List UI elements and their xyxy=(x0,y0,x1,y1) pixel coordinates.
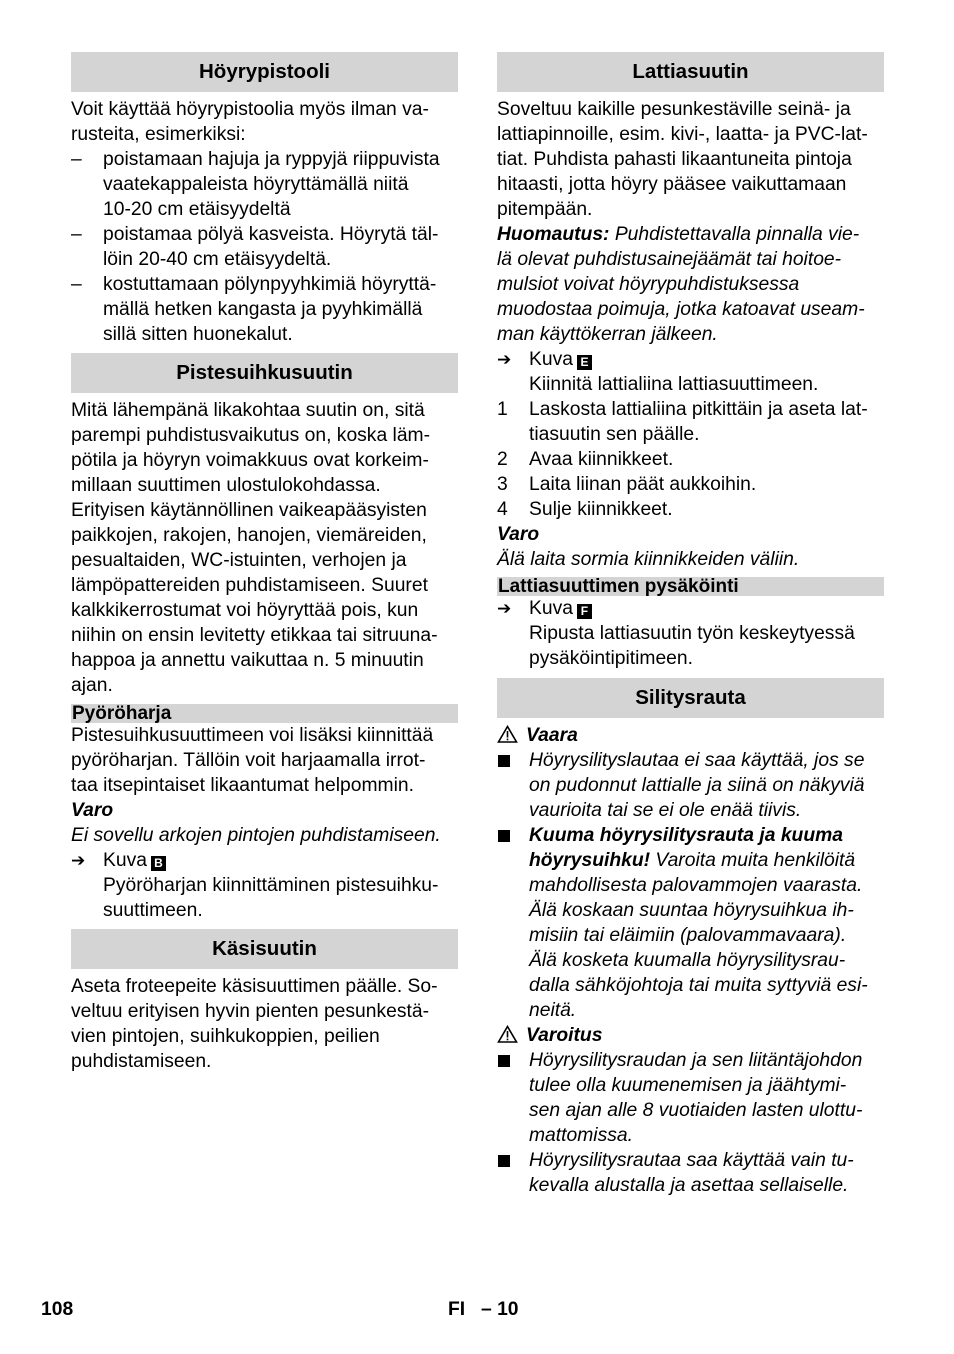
arrow-icon: ➔ xyxy=(497,599,512,618)
figure-letter-icon: B xyxy=(151,856,166,871)
paragraph: Aseta froteepeite käsisuuttimen päälle. So- veltuu erityisen hyvin pienten pesunkestä- vien pintojen, suihkukoppien, peilien puhdistamiseen. xyxy=(71,976,438,1072)
bullet-square-icon xyxy=(498,755,510,767)
paragraph: Voit käyttää höyrypistoolia myös ilman va- rusteita, esimerkiksi: xyxy=(71,99,429,145)
paragraph: Pistesuihkusuuttimeen voi lisäksi kiinnittää pyöröharjan. Tällöin voit harjaamalla irrot- taa itsepintaiset likaantumat helpommin. xyxy=(71,725,434,796)
step-item: 4 Sulje kiinnikkeet. xyxy=(497,499,673,520)
warning-heading: Varoitus xyxy=(497,1023,884,1048)
dash-marker: – xyxy=(71,274,82,295)
step-item: 2 Avaa kiinnikkeet. xyxy=(497,449,674,470)
list-item: – poistamaa pölyä kasveista. Höyrytä täl- löin 20-40 cm etäisyydeltä. xyxy=(71,224,439,270)
caution-text: Älä laita sormia kiinnikkeiden väliin. xyxy=(497,549,800,570)
figure-letter-icon: F xyxy=(577,604,592,619)
figure-letter-icon: E xyxy=(577,355,592,370)
warning-triangle-icon xyxy=(497,725,518,743)
section-page-number: – 10 xyxy=(481,1299,519,1320)
right-column xyxy=(497,52,884,1198)
caution-text: Ei sovellu arkojen pintojen puhdistamiseen. xyxy=(71,825,441,846)
warning-triangle-icon xyxy=(497,1025,518,1043)
danger-item: Höyrysilityslautaa ei saa käyttää, jos se on pudonnut lattialle ja siinä on näkyviä vaurioita tai se ei ole enää tiivis. xyxy=(497,748,884,823)
warning-item: Höyrysilitysrautaa saa käyttää vain tu- kevalla alustalla ja asettaa sellaiselle. xyxy=(497,1148,884,1198)
subsection-heading-pysakointi: Lattiasuuttimen pysäköinti xyxy=(497,577,884,596)
left-column xyxy=(71,52,458,1074)
danger-item: Kuuma höyrysilitysrauta ja kuuma höyrysuihku! Varoita muita henkilöitä mahdollisesta palovammojen vaarasta. Älä koskaan suuntaa höyrysuihkua ih- misiin tai eläimiin (palovammavaara). Älä kosketa kuumalla höyrysilitysrau- dalla sähköjohtoja tai muita syttyviä esi- neitä. xyxy=(497,823,884,1023)
paragraph: Soveltuu kaikille pesunkestäville seinä- ja lattiapinnoille, esim. kivi-, laatta- ja PVC-lat- tiat. Puhdista pahasti likaantuneita pintoja hitaasti, jotta höyry pääsee vaikuttamaan pitempään. xyxy=(497,99,868,220)
note: Huomautus: Puhdistettavalla pinnalla vie- lä olevat puhdistusainejäämät tai hoitoe- mulsiot voivat höyrypuhdistuksessa muodostaa poimuja, jotka katoavat useam- man käyttökerran jälkeen. xyxy=(497,224,865,345)
arrow-icon: ➔ xyxy=(71,851,86,870)
arrow-icon: ➔ xyxy=(497,350,512,369)
caution-label: Varo xyxy=(71,800,114,821)
step-item: 1 Laskosta lattialiina pitkittäin ja aseta lat- tiasuutin sen päälle. xyxy=(497,399,868,445)
dash-marker: – xyxy=(71,224,82,245)
danger-heading: Vaara xyxy=(497,723,884,748)
section-heading-silitysrauta: Silitysrauta xyxy=(497,678,884,718)
section-heading-lattiasuutin: Lattiasuutin xyxy=(497,52,884,92)
step-item: 3 Laita liinan päät aukkoihin. xyxy=(497,474,757,495)
list-item: – kostuttamaan pölynpyyhkimiä höyryttä- mällä hetken kangasta ja pyyhkimällä sillä sitten huonekalut. xyxy=(71,274,437,345)
subsection-heading-pyoroharja: Pyöröharja xyxy=(71,704,458,723)
warning-item: Höyrysilitysraudan ja sen liitäntäjohdon tulee olla kuumenemisen ja jäähtymi- sen ajan alle 8 vuotiaiden lasten ulottu- mattomissa. xyxy=(497,1048,884,1148)
figure-reference: ➔ Kuva F Ripusta lattiasuutin työn keskeytyessä pysäköintipitimeen. xyxy=(497,598,855,669)
page-number: 108 xyxy=(41,1299,74,1320)
language-code: FI xyxy=(448,1299,466,1320)
list-item: – poistamaan hajuja ja ryppyjä riippuvista vaatekappaleista höyryttämällä niitä 10-20 cm etäisyydeltä xyxy=(71,149,440,220)
figure-reference: ➔ Kuva E Kiinnitä lattialiina lattiasuuttimeen. xyxy=(497,349,819,395)
section-heading-hoyrypistooli: Höyrypistooli xyxy=(71,52,458,92)
figure-reference: ➔ Kuva B Pyöröharjan kiinnittäminen pistesuihku- suuttimeen. xyxy=(71,850,439,921)
bullet-square-icon xyxy=(498,830,510,842)
paragraph: Mitä lähempänä likakohtaa suutin on, sitä parempi puhdistusvaikutus on, koska läm- pötila ja höyryn voimakkuus ovat korkeim- millaan suuttimen ulostulokohdassa. Erityisen käytännöllinen vaikeapääsyisten paikkojen, rakojen, hanojen, viemäreiden, pesualtaiden, WC-istuinten, verhojen ja lämpöpattereiden puhdistamiseen. Suuret kalkkikerrostumat voi höyryttää pois, kun niihin on ensin levitetty etikkaa tai sitruuna- happoa ja annettu vaikuttaa n. 5 minuutin ajan. xyxy=(71,400,438,696)
section-heading-pistesuihkusuutin: Pistesuihkusuutin xyxy=(71,353,458,393)
bullet-square-icon xyxy=(498,1055,510,1067)
section-heading-kasisuutin: Käsisuutin xyxy=(71,929,458,969)
bullet-square-icon xyxy=(498,1155,510,1167)
dash-marker: – xyxy=(71,149,82,170)
caution-label: Varo xyxy=(497,524,540,545)
